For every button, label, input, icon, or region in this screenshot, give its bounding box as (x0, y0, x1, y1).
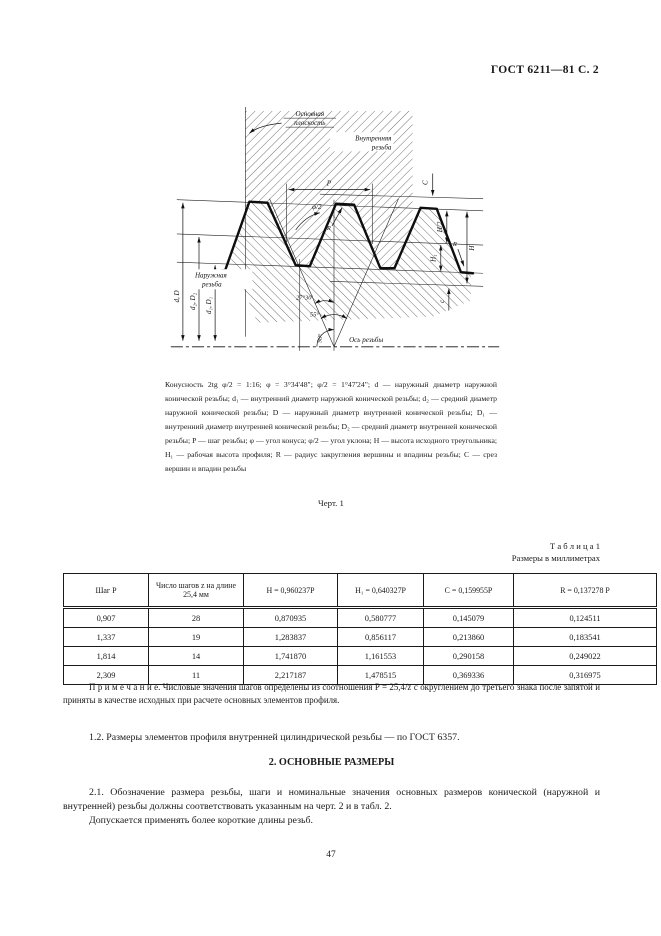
table-units: Размеры в миллиметрах (511, 553, 600, 564)
cell: 11 (149, 666, 244, 685)
cell: 1,283837 (244, 628, 338, 647)
col-header-H: H = 0,960237P (244, 574, 338, 608)
cell: 0,213860 (424, 628, 514, 647)
col-header-R: R = 0,137278 P (514, 574, 657, 608)
cell: 0,369336 (424, 666, 514, 685)
cell: 14 (149, 647, 244, 666)
cell: 19 (149, 628, 244, 647)
page-number: 47 (326, 850, 336, 860)
paragraph-1-2 (63, 731, 600, 745)
cell: 0,249022 (514, 647, 657, 666)
document-header: ГОСТ 6211—81 С. 2 (490, 64, 599, 76)
col-header-C: C = 0,159955P (424, 574, 514, 608)
angle-90-label: 90° (316, 333, 325, 344)
dim-h1-label: H₁ (429, 254, 438, 262)
table-row (64, 628, 657, 647)
table-note (63, 681, 600, 707)
cell: 0,183541 (514, 628, 657, 647)
dim-d2-D2-label: d₂, D₂ (188, 292, 197, 310)
dim-d-D-label: d, D (172, 290, 181, 303)
internal-thread-label: Внутренняя (355, 134, 392, 143)
table-row (64, 608, 657, 628)
dim-h-label: H (468, 245, 477, 251)
external-thread-label: резьба (202, 280, 222, 289)
cell: 0,124511 (514, 608, 657, 628)
paragraph-text: 1.2. Размеры элементов профиля внутренней цилиндрической резьбы — по ГОСТ 6357. (89, 732, 460, 743)
cell: 1,478515 (338, 666, 424, 685)
radius-label: R (452, 241, 457, 249)
internal-thread-label: резьба (371, 143, 392, 152)
dim-p-label: P (326, 179, 332, 188)
dimensions-table (63, 573, 657, 685)
col-header-H1: H₁ = 0,640327P (338, 574, 424, 608)
basic-plane-label: Основная (295, 110, 325, 119)
dim-d1-D1-label: d₁, D₁ (205, 296, 214, 315)
col-header-pitch: Шаг P (64, 574, 149, 608)
paragraph-2-1 (63, 786, 600, 828)
cell: 28 (149, 608, 244, 628)
cell: 0,580777 (338, 608, 424, 628)
thread-axis-label: Ось резьбы (349, 335, 384, 344)
cell: 1,337 (64, 628, 149, 647)
table-row (64, 647, 657, 666)
section-heading: 2. ОСНОВНЫЕ РАЗМЕРЫ (268, 757, 395, 768)
cell: 0,907 (64, 608, 149, 628)
table-header-row (64, 574, 657, 608)
radius-label: R (326, 224, 331, 232)
figure-caption: Конусность 2tg φ/2 = 1:16; φ = 3°34'48"; φ/2 = 1°47'24"; d — наружный диаметр наружной конической резьбы; d₁ — внутренний диаметр наружной конической резьбы; d₂ — средний диаметр наружной конической резьбы; D — наружный диаметр внутренней конической резьбы; D₁ — внутренний диаметр внутренней конической резьбы; D₂ — средний диаметр внутренней конической резьбы; P — шаг резьбы; φ — угол конуса; φ/2 — угол уклона; H — высота исходного треугольника; H₁ — рабочая высота профиля; R — радиус закругления вершины и впадины резьбы; C — срез вершин и впадин резьбы (165, 380, 497, 474)
cell: 2,217187 (244, 666, 338, 685)
cell: 1,161553 (338, 647, 424, 666)
cell: 1,814 (64, 647, 149, 666)
external-thread-label: Наружная (194, 271, 227, 280)
angle-55-label: 55° (309, 311, 319, 319)
cell: 1,741870 (244, 647, 338, 666)
dim-c-top-label: C (421, 180, 430, 185)
dim-c-bottom-label: с (437, 299, 446, 304)
cell: 0,870935 (244, 608, 338, 628)
cell: 0,290158 (424, 647, 514, 666)
thread-profile-drawing (168, 103, 502, 375)
figure-number: Черт. 1 (318, 498, 344, 508)
thread-profile-figure (168, 103, 502, 375)
cell: 2,309 (64, 666, 149, 685)
table-label (512, 540, 600, 565)
paragraph-text: Допускается применять более короткие длины резьб. (89, 814, 313, 826)
cell: 0,856117 (338, 628, 424, 647)
dim-phi-half-label: φ/2 (312, 202, 322, 211)
table-number: Т а б л и ц а 1 (549, 541, 600, 551)
note-text: П р и м е ч а н и е. Числовые значения шагов определены из соотношения P = 25,4/z с округлением до третьего знака после запятой и приняты в качестве исходных при расчете основных элементов профиля. (63, 682, 600, 705)
angle-taper-label: 27°30′ (295, 294, 313, 302)
dim-h-half-label: H/2 (435, 221, 444, 233)
col-header-steps: Число шагов z на длине 25,4 мм (149, 574, 244, 608)
paragraph-text: 2.1. Обозначение размера резьбы, шаги и номинальные значения основных размеров конической (наружной и внутренней) резьбы должны соответствовать указанным на черт. 2 и в табл. 2. (63, 787, 600, 812)
cell: 0,145079 (424, 608, 514, 628)
cell: 0,316975 (514, 666, 657, 685)
basic-plane-label: плоскость (294, 119, 326, 128)
